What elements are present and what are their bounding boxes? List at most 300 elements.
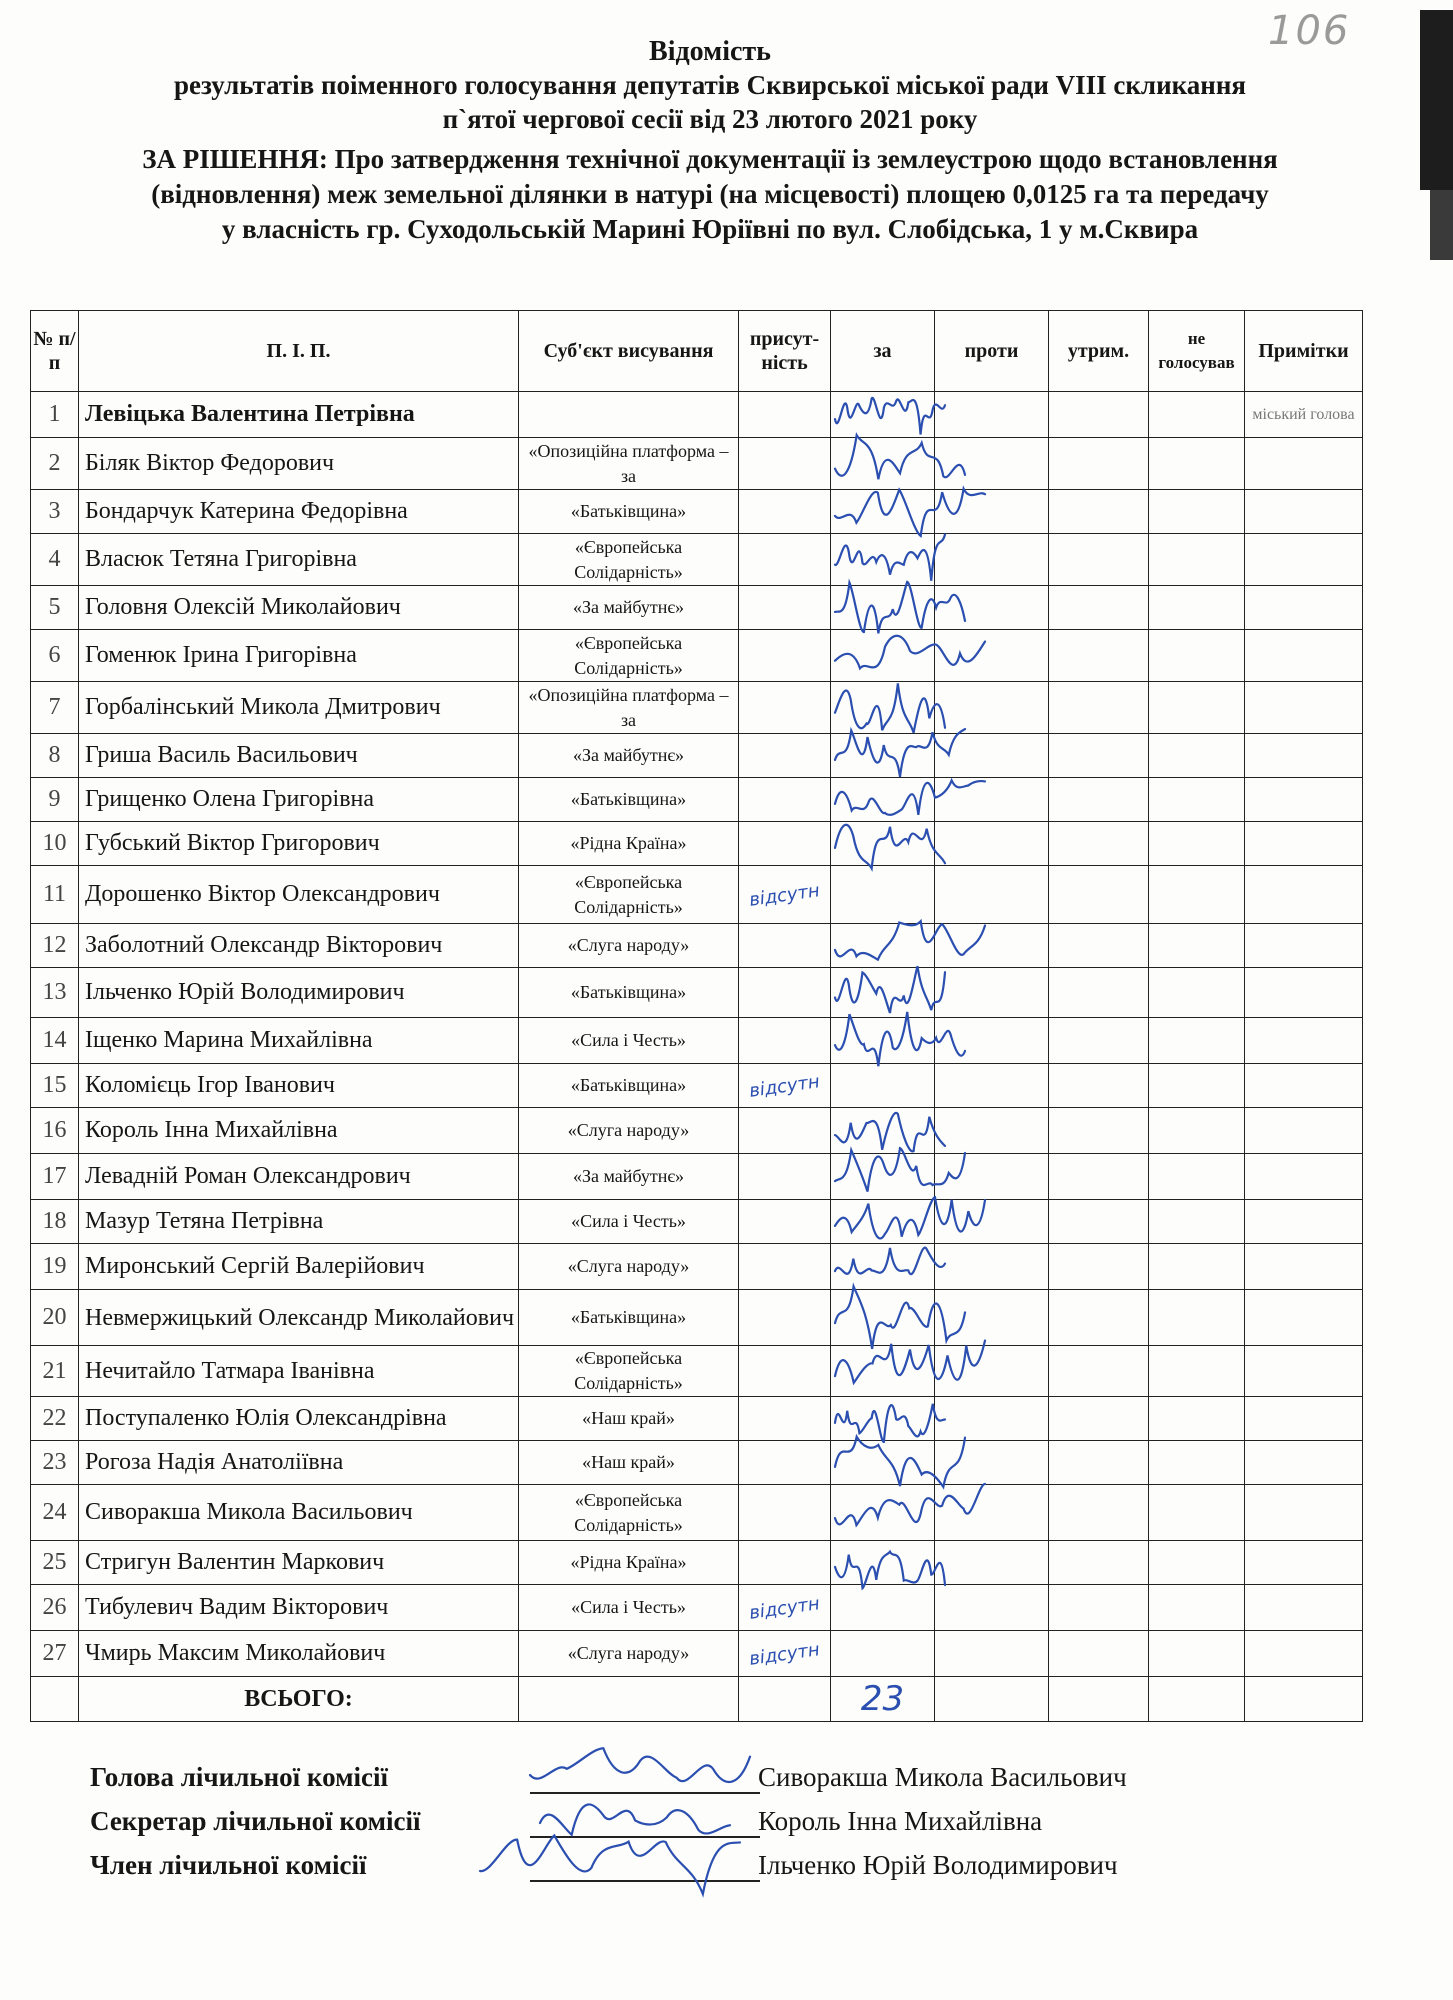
table-row bbox=[31, 1108, 1363, 1154]
vote-for-cell bbox=[831, 1064, 935, 1108]
row-number: 12 bbox=[31, 924, 79, 968]
row-number: 10 bbox=[31, 822, 79, 866]
vote-abstain-cell bbox=[1049, 1541, 1149, 1585]
col-header-num: № п/п bbox=[31, 311, 79, 392]
col-header-present: присут-ність bbox=[739, 311, 831, 392]
row-note bbox=[1245, 1441, 1363, 1485]
deputy-name: Губський Віктор Григорович bbox=[79, 822, 519, 866]
nominating-party: «Батьківщина» bbox=[519, 490, 739, 534]
row-note bbox=[1245, 1485, 1363, 1541]
presence-mark bbox=[739, 1018, 831, 1064]
commission-member bbox=[90, 1850, 1290, 1894]
row-note bbox=[1245, 682, 1363, 734]
vote-against-cell bbox=[935, 534, 1049, 586]
total-empty-not-voted bbox=[1149, 1677, 1245, 1722]
presence-mark bbox=[739, 822, 831, 866]
presence-mark bbox=[739, 1346, 831, 1397]
row-note bbox=[1245, 490, 1363, 534]
deputy-name: Левадній Роман Олександрович bbox=[79, 1154, 519, 1200]
vote-for-cell bbox=[831, 1200, 935, 1244]
row-note: міський голова bbox=[1245, 392, 1363, 438]
not-voted-cell bbox=[1149, 1631, 1245, 1677]
nominating-party: «Європейська Солідарність» bbox=[519, 630, 739, 682]
nominating-party: «Слуга народу» bbox=[519, 1244, 739, 1290]
row-number: 22 bbox=[31, 1397, 79, 1441]
not-voted-cell bbox=[1149, 1154, 1245, 1200]
vote-for-cell bbox=[831, 822, 935, 866]
not-voted-cell bbox=[1149, 778, 1245, 822]
table-row bbox=[31, 1585, 1363, 1631]
table-row bbox=[31, 392, 1363, 438]
not-voted-cell bbox=[1149, 1541, 1245, 1585]
vote-against-cell bbox=[935, 1346, 1049, 1397]
nominating-party: «Опозиційна платформа – за bbox=[519, 438, 739, 490]
deputy-name: Сиворакша Микола Васильович bbox=[79, 1485, 519, 1541]
vote-against-cell bbox=[935, 1244, 1049, 1290]
deputy-name: Поступаленко Юлія Олександрівна bbox=[79, 1397, 519, 1441]
total-label: ВСЬОГО: bbox=[79, 1677, 519, 1722]
deputy-name: Головня Олексій Миколайович bbox=[79, 586, 519, 630]
absent-handwritten-mark: відсутн bbox=[747, 1639, 822, 1670]
scan-edge-lower bbox=[1430, 190, 1453, 260]
vote-against-cell bbox=[935, 1397, 1049, 1441]
presence-mark bbox=[739, 1397, 831, 1441]
vote-for-cell bbox=[831, 438, 935, 490]
nominating-party: «Батьківщина» bbox=[519, 778, 739, 822]
vote-abstain-cell bbox=[1049, 1485, 1149, 1541]
vote-against-cell bbox=[935, 392, 1049, 438]
row-number: 15 bbox=[31, 1064, 79, 1108]
vote-against-cell bbox=[935, 1064, 1049, 1108]
not-voted-cell bbox=[1149, 534, 1245, 586]
vote-for-cell bbox=[831, 1397, 935, 1441]
deputy-name: Гриша Василь Васильович bbox=[79, 734, 519, 778]
not-voted-cell bbox=[1149, 1485, 1245, 1541]
col-header-not-voted: не голосував bbox=[1149, 311, 1245, 392]
voting-table-body bbox=[31, 392, 1363, 1677]
vote-against-cell bbox=[935, 968, 1049, 1018]
not-voted-cell bbox=[1149, 682, 1245, 734]
row-number: 9 bbox=[31, 778, 79, 822]
presence-mark bbox=[739, 866, 831, 924]
row-number: 3 bbox=[31, 490, 79, 534]
vote-abstain-cell bbox=[1049, 1585, 1149, 1631]
row-number: 23 bbox=[31, 1441, 79, 1485]
vote-for-cell bbox=[831, 866, 935, 924]
vote-for-cell bbox=[831, 1441, 935, 1485]
chair-name: Сиворакша Микола Васильович bbox=[758, 1762, 1127, 1792]
table-row bbox=[31, 968, 1363, 1018]
decision-text bbox=[30, 142, 1390, 247]
nominating-party: «Батьківщина» bbox=[519, 1290, 739, 1346]
nominating-party: «За майбутнє» bbox=[519, 734, 739, 778]
member-signature-line bbox=[530, 1880, 760, 1882]
vote-for-cell bbox=[831, 682, 935, 734]
nominating-party: «За майбутнє» bbox=[519, 1154, 739, 1200]
secretary-signature-line bbox=[530, 1836, 760, 1838]
deputy-name: Гоменюк Ірина Григорівна bbox=[79, 630, 519, 682]
deputy-name: Іщенко Марина Михайлівна bbox=[79, 1018, 519, 1064]
row-number: 24 bbox=[31, 1485, 79, 1541]
vote-against-cell bbox=[935, 586, 1049, 630]
presence-mark bbox=[739, 734, 831, 778]
vote-for-cell bbox=[831, 1585, 935, 1631]
not-voted-cell bbox=[1149, 1064, 1245, 1108]
deputy-name: Левіцька Валентина Петрівна bbox=[79, 392, 519, 438]
not-voted-cell bbox=[1149, 630, 1245, 682]
total-empty-party bbox=[519, 1677, 739, 1722]
vote-abstain-cell bbox=[1049, 1397, 1149, 1441]
table-row bbox=[31, 778, 1363, 822]
not-voted-cell bbox=[1149, 392, 1245, 438]
deputy-name: Тибулевич Вадим Вікторович bbox=[79, 1585, 519, 1631]
presence-mark bbox=[739, 1541, 831, 1585]
table-header-row bbox=[31, 311, 1363, 392]
nominating-party bbox=[519, 392, 739, 438]
vote-against-cell bbox=[935, 438, 1049, 490]
row-number: 21 bbox=[31, 1346, 79, 1397]
decision-line-2: (відновлення) меж земельної ділянки в натурі (на місцевості) площею 0,0125 га та передачу bbox=[151, 179, 1269, 209]
vote-for-cell bbox=[831, 586, 935, 630]
presence-mark bbox=[739, 682, 831, 734]
total-empty-present bbox=[739, 1677, 831, 1722]
row-note bbox=[1245, 866, 1363, 924]
table-row bbox=[31, 1441, 1363, 1485]
table-row bbox=[31, 1018, 1363, 1064]
not-voted-cell bbox=[1149, 1244, 1245, 1290]
table-row bbox=[31, 734, 1363, 778]
nominating-party: «Сила і Честь» bbox=[519, 1200, 739, 1244]
nominating-party: «Рідна Країна» bbox=[519, 1541, 739, 1585]
vote-abstain-cell bbox=[1049, 630, 1149, 682]
row-number: 14 bbox=[31, 1018, 79, 1064]
member-role: Член лічильної комісії bbox=[90, 1850, 367, 1880]
not-voted-cell bbox=[1149, 490, 1245, 534]
table-row bbox=[31, 866, 1363, 924]
vote-abstain-cell bbox=[1049, 438, 1149, 490]
presence-mark bbox=[739, 924, 831, 968]
table-row bbox=[31, 1154, 1363, 1200]
table-row bbox=[31, 924, 1363, 968]
col-header-subject: Суб'єкт висування bbox=[519, 311, 739, 392]
nominating-party: «Батьківщина» bbox=[519, 1064, 739, 1108]
deputy-name: Чмирь Максим Миколайович bbox=[79, 1631, 519, 1677]
nominating-party: «Слуга народу» bbox=[519, 924, 739, 968]
row-note bbox=[1245, 734, 1363, 778]
nominating-party: «Опозиційна платформа – за bbox=[519, 682, 739, 734]
col-header-for: за bbox=[831, 311, 935, 392]
nominating-party: «Батьківщина» bbox=[519, 968, 739, 1018]
vote-for-cell bbox=[831, 392, 935, 438]
col-header-notes: Примітки bbox=[1245, 311, 1363, 392]
row-note bbox=[1245, 1108, 1363, 1154]
vote-for-cell bbox=[831, 1541, 935, 1585]
vote-for-cell bbox=[831, 534, 935, 586]
row-number: 6 bbox=[31, 630, 79, 682]
table-row bbox=[31, 1541, 1363, 1585]
nominating-party: «Європейська Солідарність» bbox=[519, 1346, 739, 1397]
row-number: 25 bbox=[31, 1541, 79, 1585]
row-note bbox=[1245, 1631, 1363, 1677]
vote-for-cell bbox=[831, 1290, 935, 1346]
vote-abstain-cell bbox=[1049, 1290, 1149, 1346]
presence-mark bbox=[739, 1064, 831, 1108]
nominating-party: «Наш край» bbox=[519, 1397, 739, 1441]
row-note bbox=[1245, 1018, 1363, 1064]
total-empty-abstain bbox=[1049, 1677, 1149, 1722]
document-header bbox=[30, 30, 1390, 247]
document-subtitle-1: результатів поіменного голосування депутатів Сквирської міської ради VIII скликання bbox=[173, 70, 1247, 100]
not-voted-cell bbox=[1149, 822, 1245, 866]
col-header-abstain: утрим. bbox=[1049, 311, 1149, 392]
row-number: 19 bbox=[31, 1244, 79, 1290]
vote-for-cell bbox=[831, 490, 935, 534]
deputy-name: Коломієць Ігор Іванович bbox=[79, 1064, 519, 1108]
table-row bbox=[31, 1244, 1363, 1290]
deputy-name: Грищенко Олена Григорівна bbox=[79, 778, 519, 822]
table-row bbox=[31, 682, 1363, 734]
vote-against-cell bbox=[935, 822, 1049, 866]
row-number: 2 bbox=[31, 438, 79, 490]
row-note bbox=[1245, 1346, 1363, 1397]
vote-abstain-cell bbox=[1049, 490, 1149, 534]
nominating-party: «Сила і Честь» bbox=[519, 1018, 739, 1064]
deputy-name: Ільченко Юрій Володимирович bbox=[79, 968, 519, 1018]
vote-abstain-cell bbox=[1049, 924, 1149, 968]
total-empty-notes bbox=[1245, 1677, 1363, 1722]
not-voted-cell bbox=[1149, 586, 1245, 630]
row-note bbox=[1245, 1397, 1363, 1441]
row-number: 20 bbox=[31, 1290, 79, 1346]
presence-mark bbox=[739, 1108, 831, 1154]
presence-mark bbox=[739, 1441, 831, 1485]
document-title: Відомість bbox=[649, 36, 771, 67]
deputy-name: Біляк Віктор Федорович bbox=[79, 438, 519, 490]
vote-against-cell bbox=[935, 1200, 1049, 1244]
not-voted-cell bbox=[1149, 1200, 1245, 1244]
table-row bbox=[31, 822, 1363, 866]
nominating-party: «Європейська Солідарність» bbox=[519, 1485, 739, 1541]
member-name: Ільченко Юрій Володимирович bbox=[758, 1850, 1118, 1880]
vote-against-cell bbox=[935, 1108, 1049, 1154]
presence-mark bbox=[739, 1485, 831, 1541]
voting-table bbox=[30, 310, 1363, 1722]
col-header-name: П. І. П. bbox=[79, 311, 519, 392]
row-note bbox=[1245, 1064, 1363, 1108]
decision-line-1: ЗА РІШЕННЯ: Про затвердження технічної документації із землеустрою щодо встановлення bbox=[142, 144, 1278, 174]
nominating-party: «Європейська Солідарність» bbox=[519, 866, 739, 924]
vote-abstain-cell bbox=[1049, 392, 1149, 438]
nominating-party: «Сила і Честь» bbox=[519, 1585, 739, 1631]
row-number: 18 bbox=[31, 1200, 79, 1244]
vote-for-cell bbox=[831, 968, 935, 1018]
row-note bbox=[1245, 1154, 1363, 1200]
commission-chair bbox=[90, 1762, 1290, 1806]
vote-against-cell bbox=[935, 924, 1049, 968]
vote-for-cell bbox=[831, 778, 935, 822]
vote-for-cell bbox=[831, 1244, 935, 1290]
row-note bbox=[1245, 1200, 1363, 1244]
vote-abstain-cell bbox=[1049, 1064, 1149, 1108]
row-number: 1 bbox=[31, 392, 79, 438]
vote-abstain-cell bbox=[1049, 778, 1149, 822]
chair-role: Голова лічильної комісії bbox=[90, 1762, 388, 1792]
table-row bbox=[31, 1397, 1363, 1441]
nominating-party: «Слуга народу» bbox=[519, 1631, 739, 1677]
vote-against-cell bbox=[935, 630, 1049, 682]
row-number: 26 bbox=[31, 1585, 79, 1631]
nominating-party: «Європейська Солідарність» bbox=[519, 534, 739, 586]
presence-mark bbox=[739, 490, 831, 534]
row-note bbox=[1245, 924, 1363, 968]
row-note bbox=[1245, 1585, 1363, 1631]
vote-for-cell bbox=[831, 1485, 935, 1541]
row-note bbox=[1245, 534, 1363, 586]
vote-against-cell bbox=[935, 734, 1049, 778]
vote-abstain-cell bbox=[1049, 1631, 1149, 1677]
not-voted-cell bbox=[1149, 438, 1245, 490]
vote-against-cell bbox=[935, 1541, 1049, 1585]
row-number: 8 bbox=[31, 734, 79, 778]
row-number: 27 bbox=[31, 1631, 79, 1677]
not-voted-cell bbox=[1149, 866, 1245, 924]
deputy-name: Бондарчук Катерина Федорівна bbox=[79, 490, 519, 534]
absent-handwritten-mark: відсутн bbox=[747, 880, 822, 911]
vote-for-cell bbox=[831, 1154, 935, 1200]
not-voted-cell bbox=[1149, 1441, 1245, 1485]
table-row bbox=[31, 1200, 1363, 1244]
not-voted-cell bbox=[1149, 734, 1245, 778]
deputy-name: Рогоза Надія Анатоліївна bbox=[79, 1441, 519, 1485]
vote-against-cell bbox=[935, 682, 1049, 734]
vote-abstain-cell bbox=[1049, 1244, 1149, 1290]
vote-abstain-cell bbox=[1049, 1018, 1149, 1064]
vote-abstain-cell bbox=[1049, 1200, 1149, 1244]
total-for-value: 23 bbox=[831, 1677, 935, 1722]
vote-for-cell bbox=[831, 1018, 935, 1064]
table-row bbox=[31, 586, 1363, 630]
deputy-name: Король Інна Михайлівна bbox=[79, 1108, 519, 1154]
not-voted-cell bbox=[1149, 1018, 1245, 1064]
vote-abstain-cell bbox=[1049, 822, 1149, 866]
absent-handwritten-mark: відсутн bbox=[747, 1071, 822, 1102]
vote-for-cell bbox=[831, 1631, 935, 1677]
vote-for-cell bbox=[831, 1108, 935, 1154]
presence-mark bbox=[739, 1200, 831, 1244]
secretary-name: Король Інна Михайлівна bbox=[758, 1806, 1043, 1836]
row-number: 5 bbox=[31, 586, 79, 630]
commission-secretary bbox=[90, 1806, 1290, 1850]
deputy-name: Заболотний Олександр Вікторович bbox=[79, 924, 519, 968]
nominating-party: «За майбутнє» bbox=[519, 586, 739, 630]
nominating-party: «Наш край» bbox=[519, 1441, 739, 1485]
vote-against-cell bbox=[935, 1154, 1049, 1200]
row-number: 4 bbox=[31, 534, 79, 586]
absent-handwritten-mark: відсутн bbox=[747, 1593, 822, 1624]
presence-mark bbox=[739, 968, 831, 1018]
table-row bbox=[31, 534, 1363, 586]
presence-mark bbox=[739, 534, 831, 586]
row-number: 17 bbox=[31, 1154, 79, 1200]
not-voted-cell bbox=[1149, 1346, 1245, 1397]
table-row bbox=[31, 1290, 1363, 1346]
row-number: 7 bbox=[31, 682, 79, 734]
vote-against-cell bbox=[935, 1485, 1049, 1541]
vote-abstain-cell bbox=[1049, 534, 1149, 586]
presence-mark bbox=[739, 586, 831, 630]
not-voted-cell bbox=[1149, 1397, 1245, 1441]
deputy-name: Миронський Сергій Валерійович bbox=[79, 1244, 519, 1290]
vote-against-cell bbox=[935, 1290, 1049, 1346]
vote-abstain-cell bbox=[1049, 1346, 1149, 1397]
col-header-against: проти bbox=[935, 311, 1049, 392]
not-voted-cell bbox=[1149, 968, 1245, 1018]
presence-mark bbox=[739, 438, 831, 490]
vote-for-cell bbox=[831, 734, 935, 778]
secretary-role: Секретар лічильної комісії bbox=[90, 1806, 421, 1836]
presence-mark bbox=[739, 392, 831, 438]
total-row bbox=[31, 1677, 1363, 1722]
table-row bbox=[31, 438, 1363, 490]
chair-signature-line bbox=[530, 1792, 760, 1794]
row-note bbox=[1245, 1541, 1363, 1585]
total-empty-num bbox=[31, 1677, 79, 1722]
presence-mark bbox=[739, 1631, 831, 1677]
deputy-name: Дорошенко Віктор Олександрович bbox=[79, 866, 519, 924]
vote-abstain-cell bbox=[1049, 1154, 1149, 1200]
counting-commission bbox=[90, 1762, 1290, 1894]
vote-abstain-cell bbox=[1049, 734, 1149, 778]
not-voted-cell bbox=[1149, 1585, 1245, 1631]
vote-against-cell bbox=[935, 1631, 1049, 1677]
vote-against-cell bbox=[935, 1441, 1049, 1485]
row-note bbox=[1245, 1290, 1363, 1346]
not-voted-cell bbox=[1149, 924, 1245, 968]
presence-mark bbox=[739, 1290, 831, 1346]
vote-abstain-cell bbox=[1049, 586, 1149, 630]
vote-against-cell bbox=[935, 778, 1049, 822]
row-note bbox=[1245, 1244, 1363, 1290]
table-row bbox=[31, 630, 1363, 682]
table-row bbox=[31, 490, 1363, 534]
deputy-name: Невмержицький Олександр Миколайович bbox=[79, 1290, 519, 1346]
vote-against-cell bbox=[935, 490, 1049, 534]
vote-against-cell bbox=[935, 1018, 1049, 1064]
deputy-name: Нечитайло Татмара Іванівна bbox=[79, 1346, 519, 1397]
deputy-name: Горбалінський Микола Дмитрович bbox=[79, 682, 519, 734]
table-row bbox=[31, 1485, 1363, 1541]
nominating-party: «Рідна Країна» bbox=[519, 822, 739, 866]
vote-against-cell bbox=[935, 1585, 1049, 1631]
presence-mark bbox=[739, 1585, 831, 1631]
presence-mark bbox=[739, 778, 831, 822]
row-number: 13 bbox=[31, 968, 79, 1018]
not-voted-cell bbox=[1149, 1108, 1245, 1154]
vote-abstain-cell bbox=[1049, 682, 1149, 734]
page-number: 106 bbox=[1268, 8, 1351, 54]
vote-abstain-cell bbox=[1049, 866, 1149, 924]
presence-mark bbox=[739, 1154, 831, 1200]
row-note bbox=[1245, 438, 1363, 490]
presence-mark bbox=[739, 1244, 831, 1290]
row-note bbox=[1245, 630, 1363, 682]
vote-abstain-cell bbox=[1049, 1108, 1149, 1154]
row-number: 16 bbox=[31, 1108, 79, 1154]
row-note bbox=[1245, 822, 1363, 866]
vote-for-cell bbox=[831, 924, 935, 968]
vote-for-cell bbox=[831, 1346, 935, 1397]
row-note bbox=[1245, 968, 1363, 1018]
